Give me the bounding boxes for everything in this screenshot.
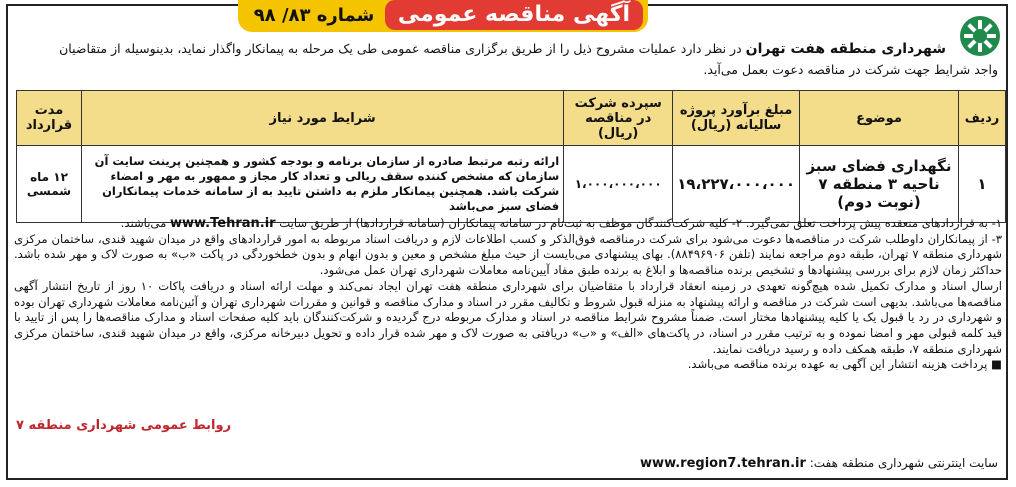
region7-site-link[interactable]: www.region7.tehran.ir <box>640 456 806 471</box>
intro-line2: واجد شرایط جهت شرکت در مناقصه دعوت بعمل می‌آید. <box>703 62 998 77</box>
cell-subject: نگهداری فضای سبز ناحیه ۳ منطقه ۷ (نوبت دوم) <box>800 146 959 223</box>
cell-conditions: ارائه رتبه مرتبط صادره از سازمان برنامه و بودجه کشور و همچنین پرینت سایت آن سازمان که مشخص کننده سقف ریالی و تعداد کار مجاز و ممهور به مهر و امضاء شرکت باشد. همچنین پیمانکار ملزم به داشتن تایید به از سامانه خدمات پیمانکاران فضای سبز می‌باشد <box>82 146 564 223</box>
col-duration: مدت قرارداد <box>17 91 82 146</box>
org-name: شهرداری منطقه هفت تهران <box>745 41 946 57</box>
intro-text <box>20 40 946 58</box>
notes-body <box>14 216 1002 373</box>
col-estimate: مبلغ برآورد پروژه سالیانه (ریال) <box>673 91 800 146</box>
cell-duration: ۱۲ ماه شمسی <box>17 146 82 223</box>
intro-line1: در نظر دارد عملیات مشروح ذیل را از طریق برگزاری مناقصه عمومی طی یک مرحله به پیمانکار واگذار نماید، بدینوسیله از متقاضیان <box>59 41 742 56</box>
table-header-row <box>17 91 1006 146</box>
footer-site-label: سایت اینترنتی شهرداری منطقه هفت: <box>809 456 998 470</box>
ad-title: آگهی مناقصه عمومی <box>385 0 643 30</box>
note-1-end: می‌باشند. <box>120 216 167 230</box>
col-conditions: شرایط مورد نیاز <box>82 91 564 146</box>
col-subject: موضوع <box>800 91 959 146</box>
note-3: ۳- از پیمانکاران داوطلب شرکت در مناقصه‌ها دعوت می‌شود برای شرکت درمناقصه فوق‌الذکر و کسب اطلاعات لازم و دریافت اسناد مربوطه به امور قراردادهای واقع در میدان شهید قندی، ساختمان مرکزی شهرداری منطقه ۷ تهران، طبقه دوم مراجعه نمایند (تلفن ۸۸۴۹۶۹۰۶). بهای پیشنهادی می‌بایست از حیث مبلغ مشخص و معین و بدون ابهام و بدون خطخوردگی در پاکت «ب» به صورت لاک و مهر شده باشد. حداکثر زمان لازم برای بررسی پیشنهادها و تشخیص برنده مناقصه‌ها و ابلاغ به برنده طبق مفاد آیین‌نامه معاملات شهرداری تهران عمل می‌شود. <box>14 231 1003 278</box>
col-row: ردیف <box>959 91 1006 146</box>
note-4: ارسال اسناد و مدارک تکمیل شده هیچ‌گونه تعهدی در زمینه انعقاد قرارداد با متقاضیان برای شهرداری منطقه هفت تهران ایجاد نمی‌کند و مهلت ارائه اسناد و دریافت پاکات ۱۰ روز از تاریخ انتشار آگهی مناقصه‌ها می‌باشد. بدیهی است شرکت در مناقصه و ارائه پیشنهاد به منزله قبول شروط و تکالیف مقرر در اسناد و مدارک مناقصه و قوانین و مقررات شهرداری تهران و آئین‌نامه معاملات شهرداری تهران بوده و شهرداری در رد یا قبول یک یا کلیه پیشنهادها مختار است. ضمناً مشروح شرایط مناقصه در اسناد و مدارک مربوطه درج گردیده و شرکت‌کنندگان باید کلیه صفحات اسناد و مدارک مناقصه‌ها را پس از تایید با قید کلمه قبولی مهر و امضا نموده و به ترتیب مقرر در اسناد، در پاکت‌های «الف» و «ب» دریافتی به صورت لاک و مهر شده قرار داده و تحویل دبیرخانه مرکزی، واقع در میدان شهید قندی، ساختمان مرکزی شهرداری منطقه ۷، طبقه همکف داده و رسید دریافت نمایند. <box>14 278 1002 356</box>
note-1-text: ۱- به قراردادهای منعقده پیش پرداخت تعلق نمی‌گیرد. ۲- کلیه شرکت‌کنندگان موظف به ثبت‌نام در سامانه پیمانکاران (سامانه قراردادها) از طریق سایت <box>279 216 1002 230</box>
footer-site <box>640 456 998 471</box>
municipality-logo-icon <box>958 14 1002 58</box>
cell-estimate: ۱۹،۲۲۷،۰۰۰،۰۰۰ <box>673 146 800 223</box>
note-1 <box>14 216 1002 232</box>
cell-row: ۱ <box>959 146 1006 223</box>
cell-deposit: ۱،۰۰۰،۰۰۰،۰۰۰ <box>564 146 673 223</box>
ad-number: شماره ۸۳/ ۹۸ <box>253 5 375 26</box>
table-row <box>17 146 1006 223</box>
col-deposit: سپرده شرکت در مناقصه (ریال) <box>564 91 673 146</box>
note-5: ■ پرداخت هزینه انتشار این آگهی به عهده برنده مناقصه می‌باشد. <box>687 357 1002 372</box>
tender-table <box>16 90 1006 223</box>
public-relations-label: روابط عمومی شهرداری منطقه ۷ <box>16 418 232 433</box>
tehran-site-link[interactable]: www.Tehran.ir <box>169 216 276 231</box>
